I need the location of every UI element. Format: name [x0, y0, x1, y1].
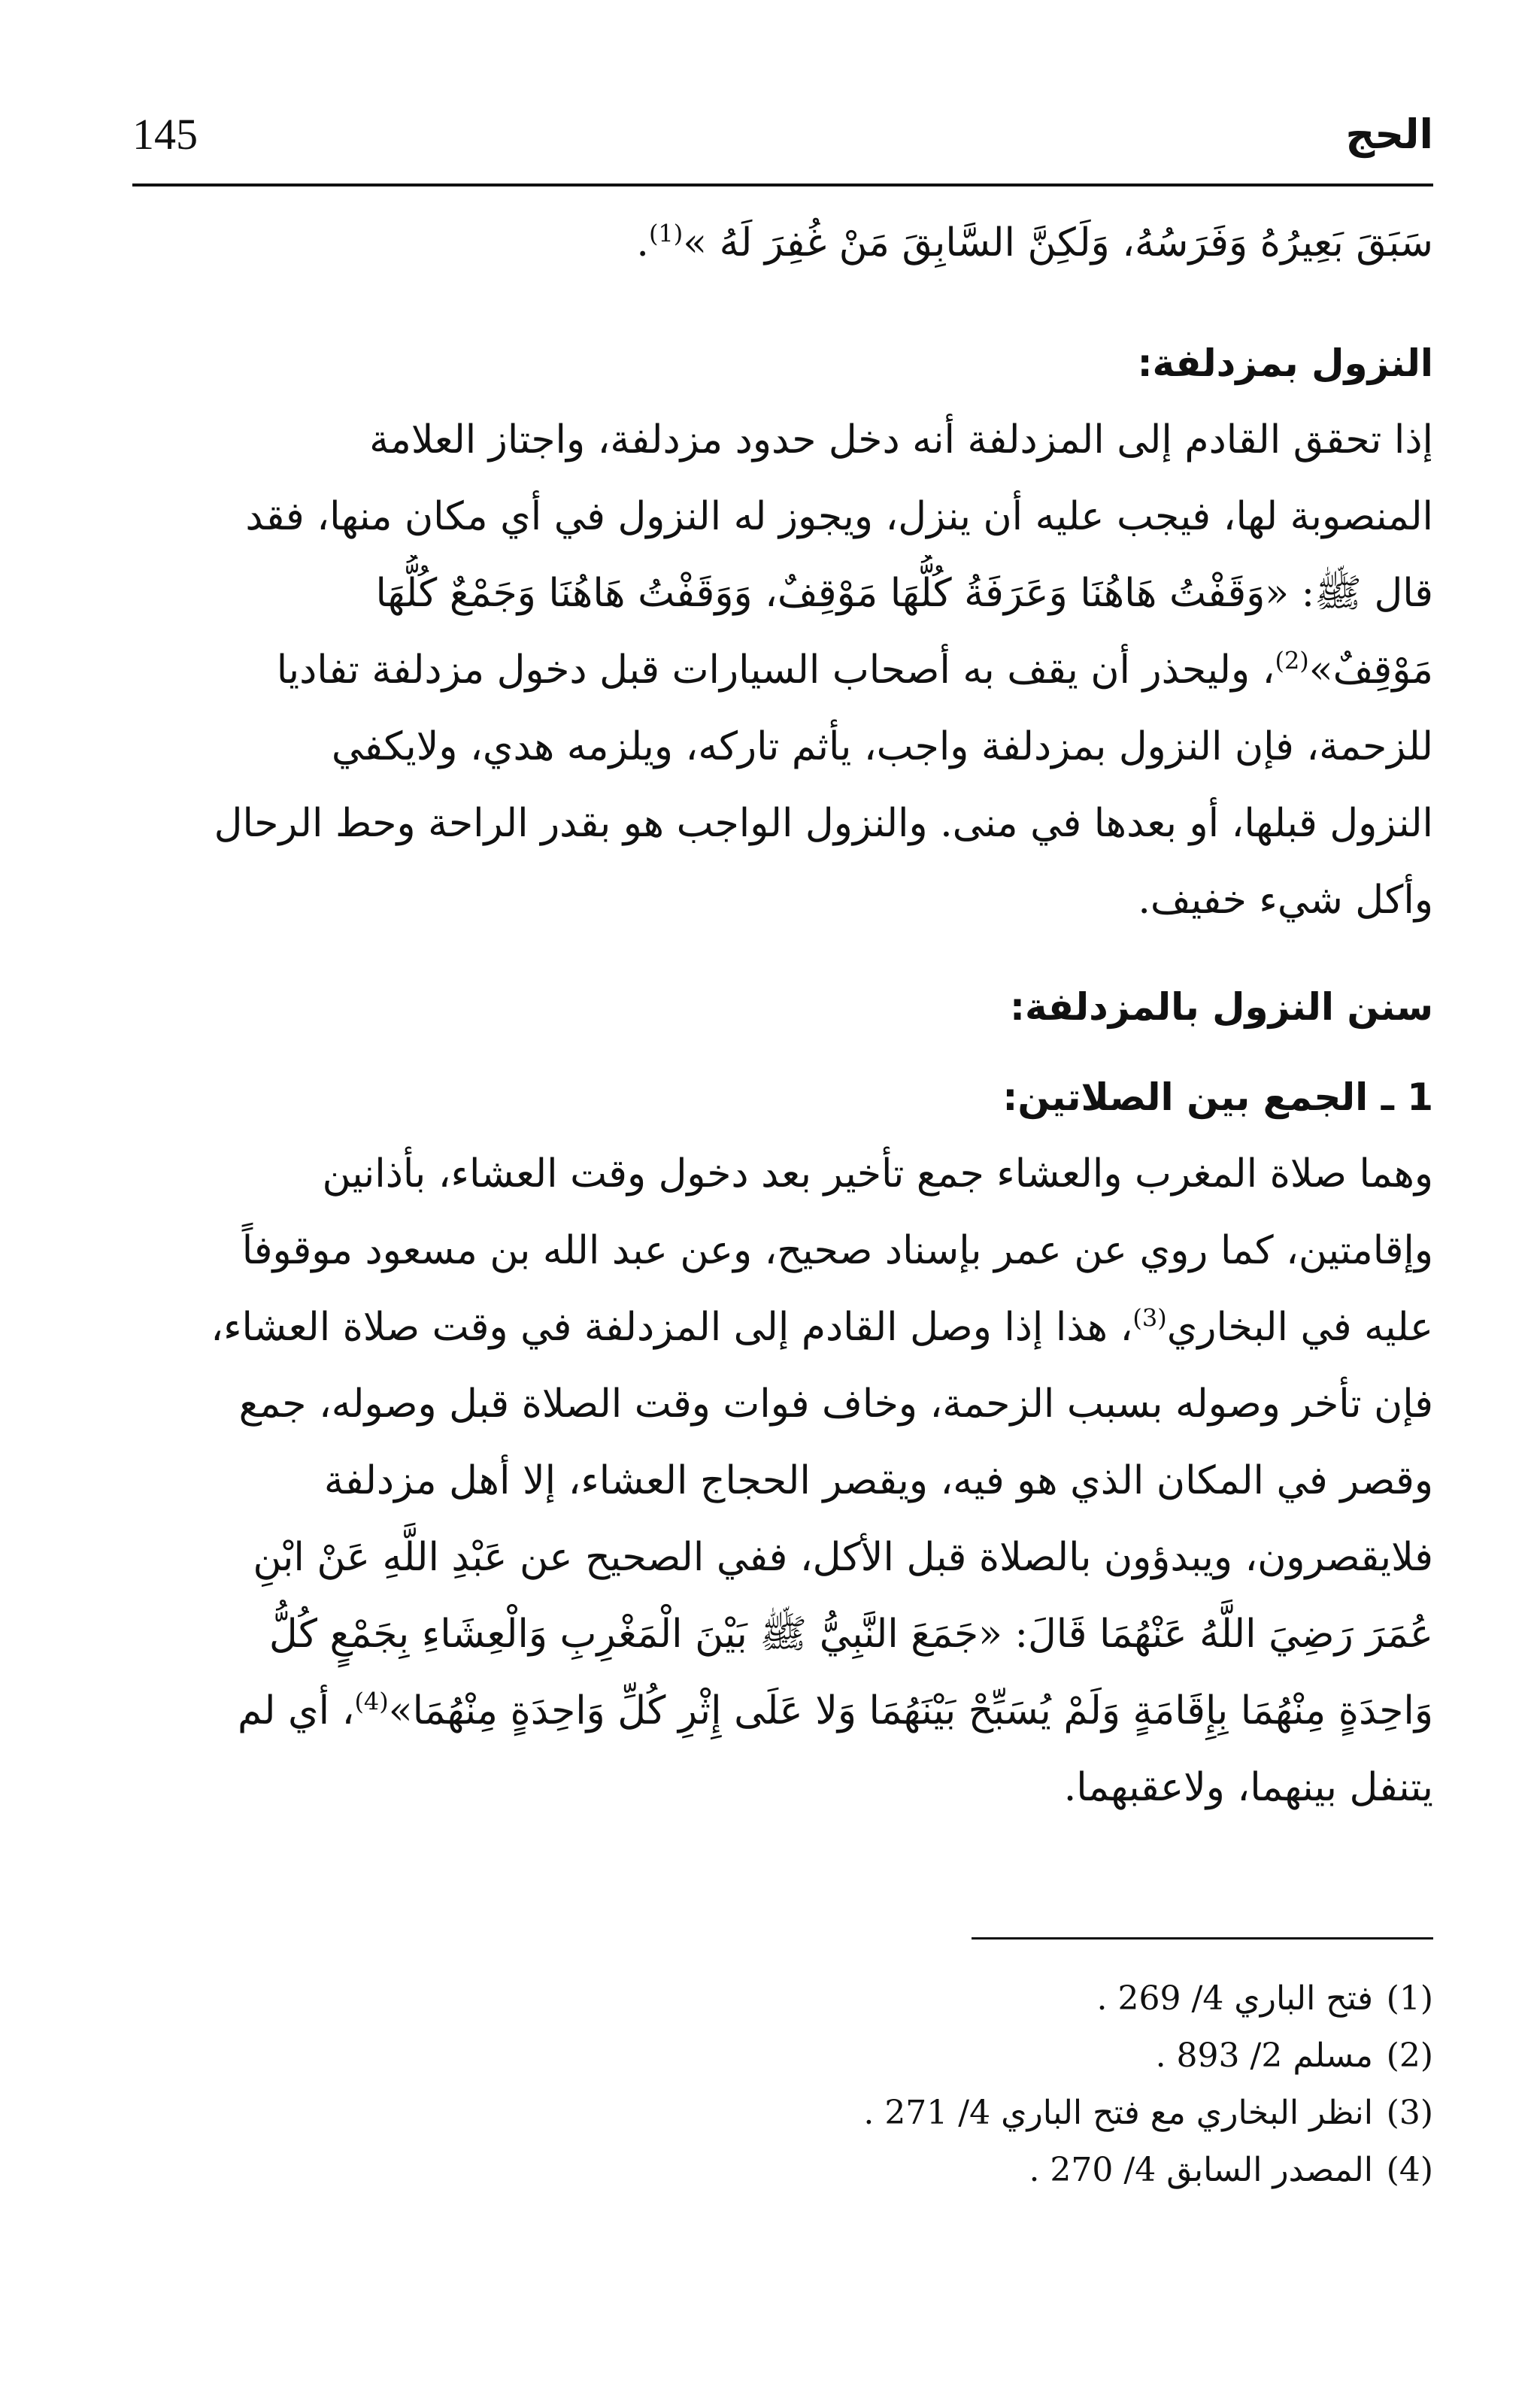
footnote-ref-2: (2) [1275, 646, 1309, 675]
paragraph-line: النزول قبلها، أو بعدها في منى. والنزول الواجب هو بقدر الراحة وحط الرحال [214, 801, 1433, 846]
footnote-text: انظر البخاري مع فتح الباري 4/ 271 . [863, 2094, 1373, 2132]
footnote-text: المصدر السابق 4/ 270 . [1029, 2151, 1373, 2189]
line-rest: ، وليحذر أن يقف به أصحاب السيارات قبل دخول مزدلفة تفاديا [276, 648, 1275, 693]
footnote-ref-3: (3) [1132, 1303, 1167, 1333]
subsection-heading: 1 ـ الجمع بين الصلاتين: [1002, 1075, 1433, 1119]
paragraph-line: وإقامتين، كما روي عن عمر بإسناد صحيح، وعن عبد الله بن مسعود موقوفاً [241, 1228, 1433, 1273]
paragraph-line [132, 632, 1433, 708]
footnote-number: (4) [1386, 2151, 1433, 2189]
paragraph-1 [132, 402, 1433, 939]
page-number: 145 [132, 110, 198, 159]
footnote-item [132, 1970, 1433, 2027]
paragraph-line: قال ﷺ: «وَقَفْتُ هَاهُنَا وَعَرَفَةُ كُلُّهَا مَوْقِفٌ، وَوَقَفْتُ هَاهُنَا وَجَمْعٌ كُلُّهَا [375, 571, 1433, 616]
line-start: وَاحِدَةٍ مِنْهُمَا بِإِقَامَةٍ وَلَمْ يُسَبِّحْ بَيْنَهُمَا وَلا عَلَى إِثْرِ كُلِّ وَاحِدَةٍ مِنْهُمَا» [388, 1688, 1433, 1733]
paragraph-line: يتنفل بينهما، ولاعقبهما. [1063, 1765, 1433, 1810]
verse-text: سَبَقَ بَعِيرُهُ وَفَرَسُهُ، وَلَكِنَّ السَّابِقَ مَنْ غُفِرَ لَهُ » [683, 220, 1433, 265]
paragraph-line [132, 1289, 1433, 1366]
hadith-continuation [132, 202, 1433, 284]
paragraph-line: فلايقصرون، ويبدؤون بالصلاة قبل الأكل، ففي الصحيح عن عَبْدِ اللَّهِ عَنْ ابْنِ [253, 1535, 1433, 1580]
section-heading-muzdalifah: النزول بمزدلفة: [1137, 341, 1433, 385]
footnote-text: مسلم 2/ 893 . [1155, 2037, 1373, 2075]
footnote-rule [972, 1937, 1433, 1939]
paragraph-line: وقصر في المكان الذي هو فيه، ويقصر الحجاج العشاء، إلا أهل مزدلفة [323, 1458, 1433, 1503]
paragraph-line: المنصوبة لها، فيجب عليه أن ينزل، ويجوز له النزول في أي مكان منها، فقد [245, 494, 1433, 539]
page-body [132, 197, 1433, 1897]
footnote-text: فتح الباري 4/ 269 . [1096, 1979, 1373, 2018]
line-rest: ، أي لم [237, 1688, 355, 1733]
footnote-number: (2) [1386, 2037, 1433, 2075]
paragraph-line: وأكل شيء خفيف. [1138, 878, 1433, 923]
header-rule [132, 183, 1433, 187]
footnote-item [132, 2142, 1433, 2199]
running-title: الحج [1345, 111, 1433, 158]
page-header [132, 98, 1433, 173]
line-start: مَوْقِفٌ» [1308, 648, 1433, 693]
footnote-number: (1) [1386, 1979, 1433, 2018]
paragraph-line: إذا تحقق القادم إلى المزدلفة أنه دخل حدود مزدلفة، واجتاز العلامة [369, 417, 1433, 463]
footnote-item [132, 2085, 1433, 2142]
paragraph-line: وهما صلاة المغرب والعشاء جمع تأخير بعد دخول وقت العشاء، بأذانين [322, 1151, 1433, 1196]
paragraph-2 [132, 1136, 1433, 1826]
footnote-item [132, 2027, 1433, 2085]
paragraph-line: عُمَرَ رَضِيَ اللَّهُ عَنْهُمَا قَالَ: «جَمَعَ النَّبِيُّ ﷺ بَيْنَ الْمَغْرِبِ وَالْعِشَاءِ بِجَمْعٍ كُلُّ [268, 1612, 1433, 1657]
footnote-ref-1: (1) [648, 219, 684, 248]
paragraph-line: فإن تأخر وصوله بسبب الزحمة، وخاف فوات وقت الصلاة قبل وصوله، جمع [238, 1381, 1433, 1427]
section-heading-sunan: سنن النزول بالمزدلفة: [1010, 985, 1433, 1029]
paragraph-line [132, 1673, 1433, 1749]
line-start: عليه في البخاري [1166, 1305, 1433, 1350]
footnotes [132, 1970, 1433, 2226]
footnote-ref-4: (4) [354, 1687, 389, 1716]
footnote-number: (3) [1386, 2094, 1433, 2132]
paragraph-line: للزحمة، فإن النزول بمزدلفة واجب، يأثم تاركه، ويلزمه هدي، ولايكفي [331, 724, 1433, 769]
line-rest: ، هذا إذا وصل القادم إلى المزدلفة في وقت صلاة العشاء، [211, 1305, 1133, 1350]
verse-end: . [636, 220, 649, 265]
